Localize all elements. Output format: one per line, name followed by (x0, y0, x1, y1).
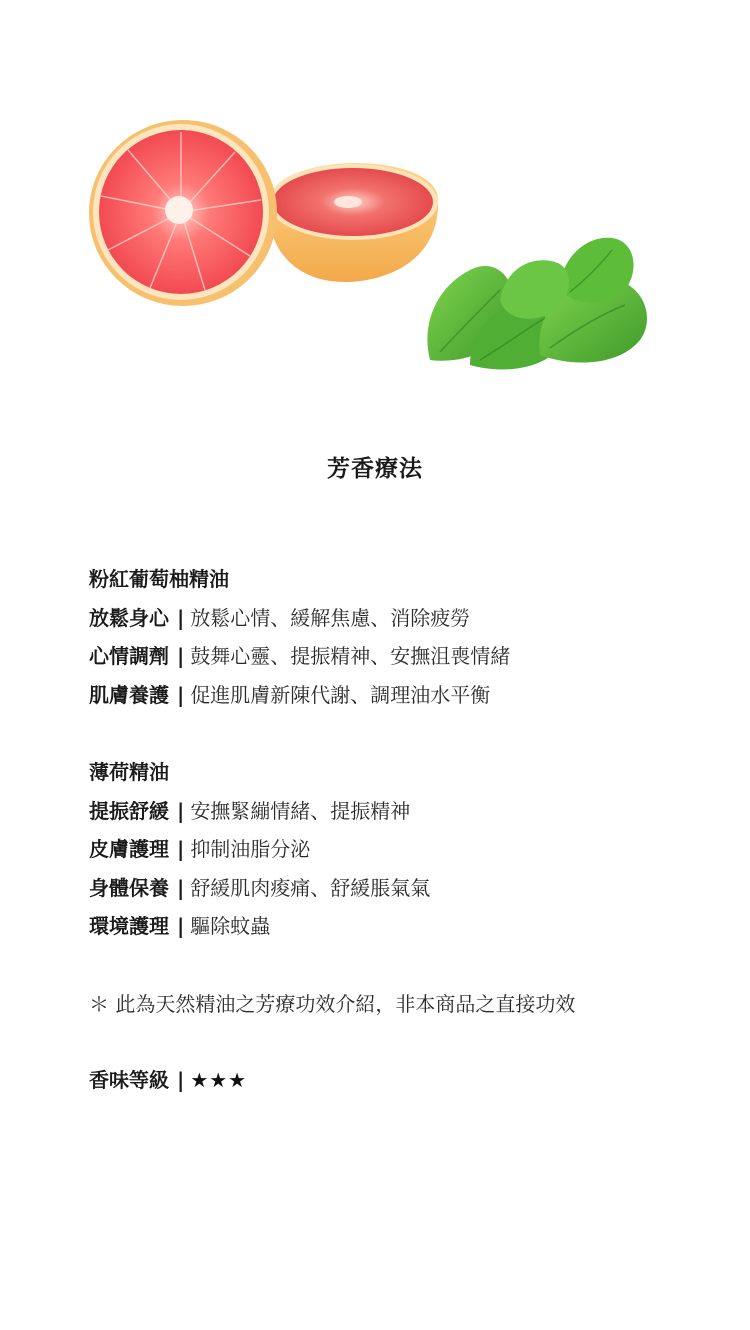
list-item (89, 637, 709, 676)
section-grapefruit (89, 560, 709, 714)
star-rating-icon: ★★★ (190, 1068, 248, 1092)
item-text: 放鬆心情、緩解焦慮、消除疲勞 (190, 605, 471, 630)
item-text: 抑制油脂分泌 (190, 837, 311, 861)
item-label: 環境護理 (89, 914, 169, 938)
item-text: 舒緩肌肉痠痛、舒緩脹氣氣 (190, 875, 431, 900)
list-item (89, 676, 709, 715)
item-text: 促進肌膚新陳代謝、調理油水平衡 (190, 682, 491, 707)
scent-separator: | (177, 1068, 185, 1092)
item-separator: | (177, 682, 185, 707)
list-item (89, 869, 709, 908)
list-item (89, 792, 709, 831)
item-separator: | (177, 644, 185, 668)
section-heading: 薄荷精油 (89, 760, 169, 784)
item-separator: | (177, 605, 185, 630)
page-title: 芳香療法 (327, 456, 423, 482)
item-text: 鼓舞心靈、提振精神、安撫沮喪情緒 (190, 644, 511, 668)
item-text: 驅除蚊蟲 (190, 914, 271, 938)
section-mint (89, 753, 709, 946)
item-label: 肌膚養護 (89, 682, 169, 707)
mint-leaves-icon (427, 238, 647, 370)
item-separator: | (177, 798, 185, 823)
list-item (89, 599, 709, 638)
item-label: 提振舒緩 (89, 798, 169, 823)
disclaimer-note: ＊ 此為天然精油之芳療功效介紹，非本商品之直接功效 (89, 992, 576, 1016)
scent-level (89, 1063, 247, 1097)
item-separator: | (177, 914, 185, 938)
scent-label: 香味等級 (89, 1068, 169, 1092)
hero-illustration (0, 0, 750, 400)
list-item (89, 830, 709, 869)
item-label: 身體保養 (89, 875, 169, 900)
item-label: 心情調劑 (89, 644, 169, 668)
item-separator: | (177, 837, 185, 861)
list-item (89, 907, 709, 946)
item-text: 安撫緊繃情緒、提振精神 (190, 798, 411, 823)
grapefruit-front-half-icon (89, 120, 277, 306)
section-heading: 粉紅葡萄柚精油 (89, 567, 229, 591)
item-separator: | (177, 875, 185, 900)
grapefruit-back-half-icon (268, 163, 438, 282)
item-label: 皮膚護理 (89, 837, 169, 861)
item-label: 放鬆身心 (89, 605, 169, 630)
